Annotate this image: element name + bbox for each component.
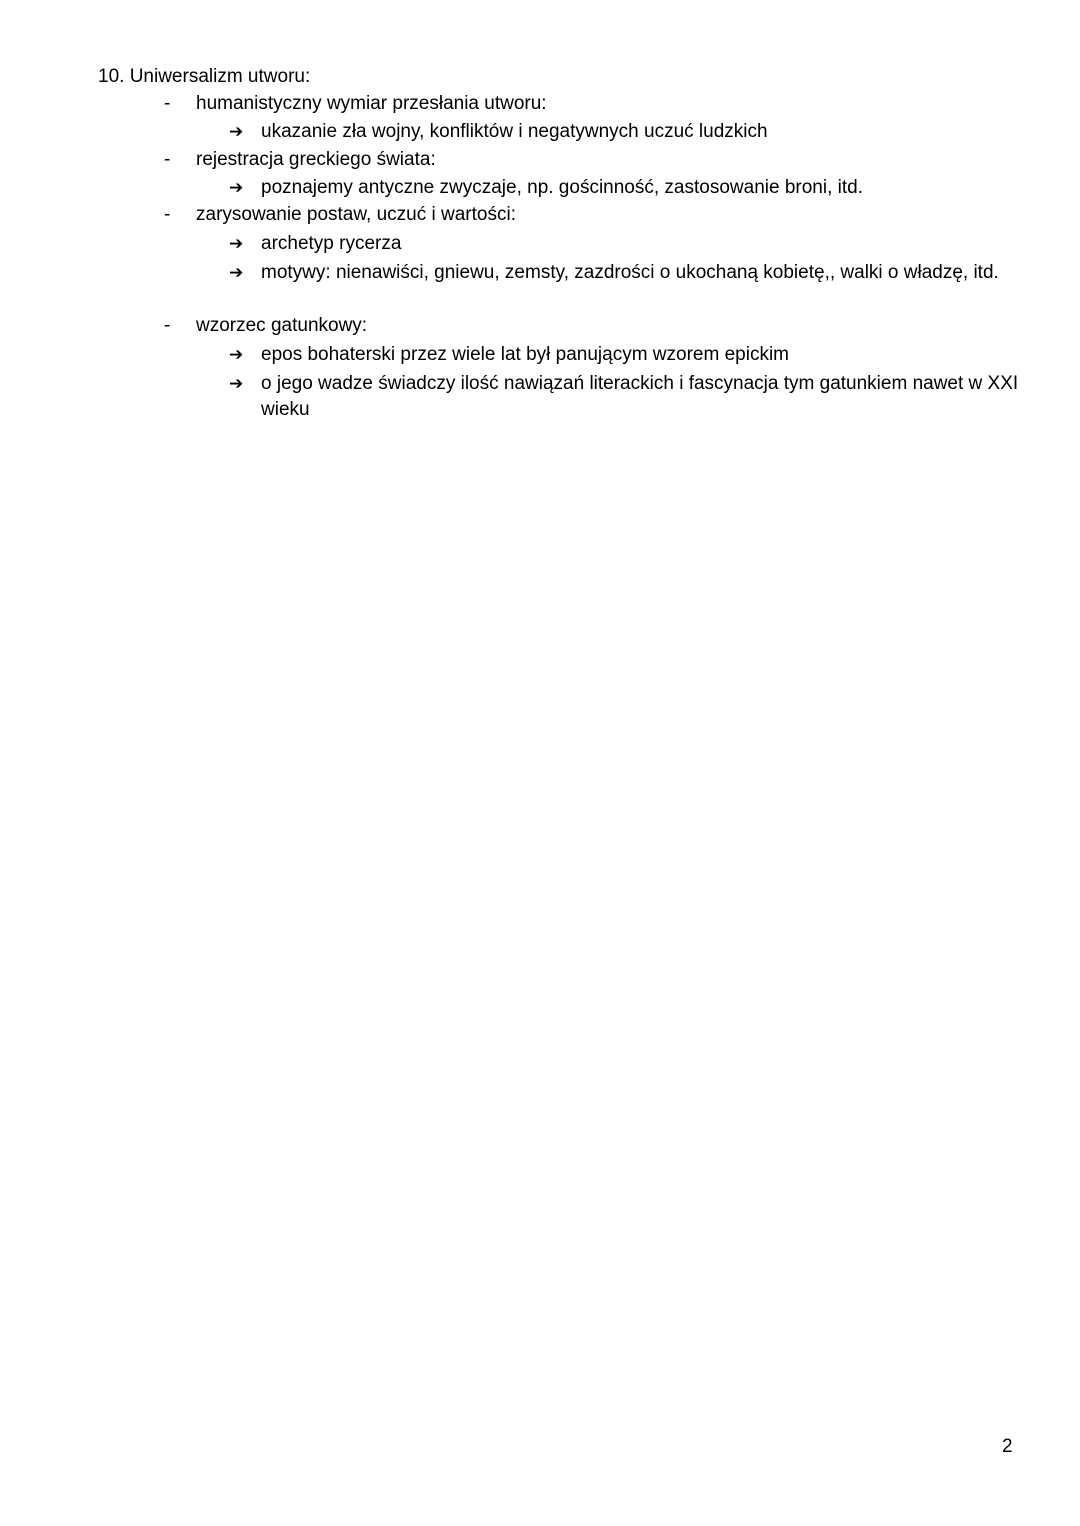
arrow-icon: ➔ bbox=[229, 234, 244, 254]
list-item-label: rejestracja greckiego świata: bbox=[196, 149, 436, 170]
bullet-dash: - bbox=[164, 93, 171, 114]
arrow-icon: ➔ bbox=[229, 345, 244, 365]
sub-list-item: poznajemy antyczne zwyczaje, np. gościnność, zastosowanie broni, itd. bbox=[261, 177, 863, 198]
section-heading: 10. Uniwersalizm utworu: bbox=[98, 66, 311, 87]
arrow-icon: ➔ bbox=[229, 122, 244, 142]
sub-list-item: o jego wadze świadczy ilość nawiązań literackich i fascynacja tym gatunkiem nawet w XXI wieku bbox=[261, 373, 1019, 420]
arrow-icon: ➔ bbox=[229, 178, 244, 198]
bullet-dash: - bbox=[164, 204, 171, 225]
sub-list-item: ukazanie zła wojny, konfliktów i negatywnych uczuć ludzkich bbox=[261, 121, 768, 142]
sub-list-item: archetyp rycerza bbox=[261, 233, 402, 254]
list-item-label: humanistyczny wymiar przesłania utworu: bbox=[196, 93, 547, 114]
bullet-dash: - bbox=[164, 315, 171, 336]
list-item-label: zarysowanie postaw, uczuć i wartości: bbox=[196, 204, 516, 225]
page-number: 2 bbox=[1002, 1436, 1013, 1457]
list-item-label: wzorzec gatunkowy: bbox=[196, 315, 368, 336]
bullet-dash: - bbox=[164, 149, 171, 170]
sub-list-item: motywy: nienawiści, gniewu, zemsty, zazdrości o ukochaną kobietę,, walki o władzę, itd. bbox=[261, 262, 999, 283]
arrow-icon: ➔ bbox=[229, 263, 244, 283]
sub-list-item: epos bohaterski przez wiele lat był panującym wzorem epickim bbox=[261, 344, 790, 365]
arrow-icon: ➔ bbox=[229, 374, 244, 394]
